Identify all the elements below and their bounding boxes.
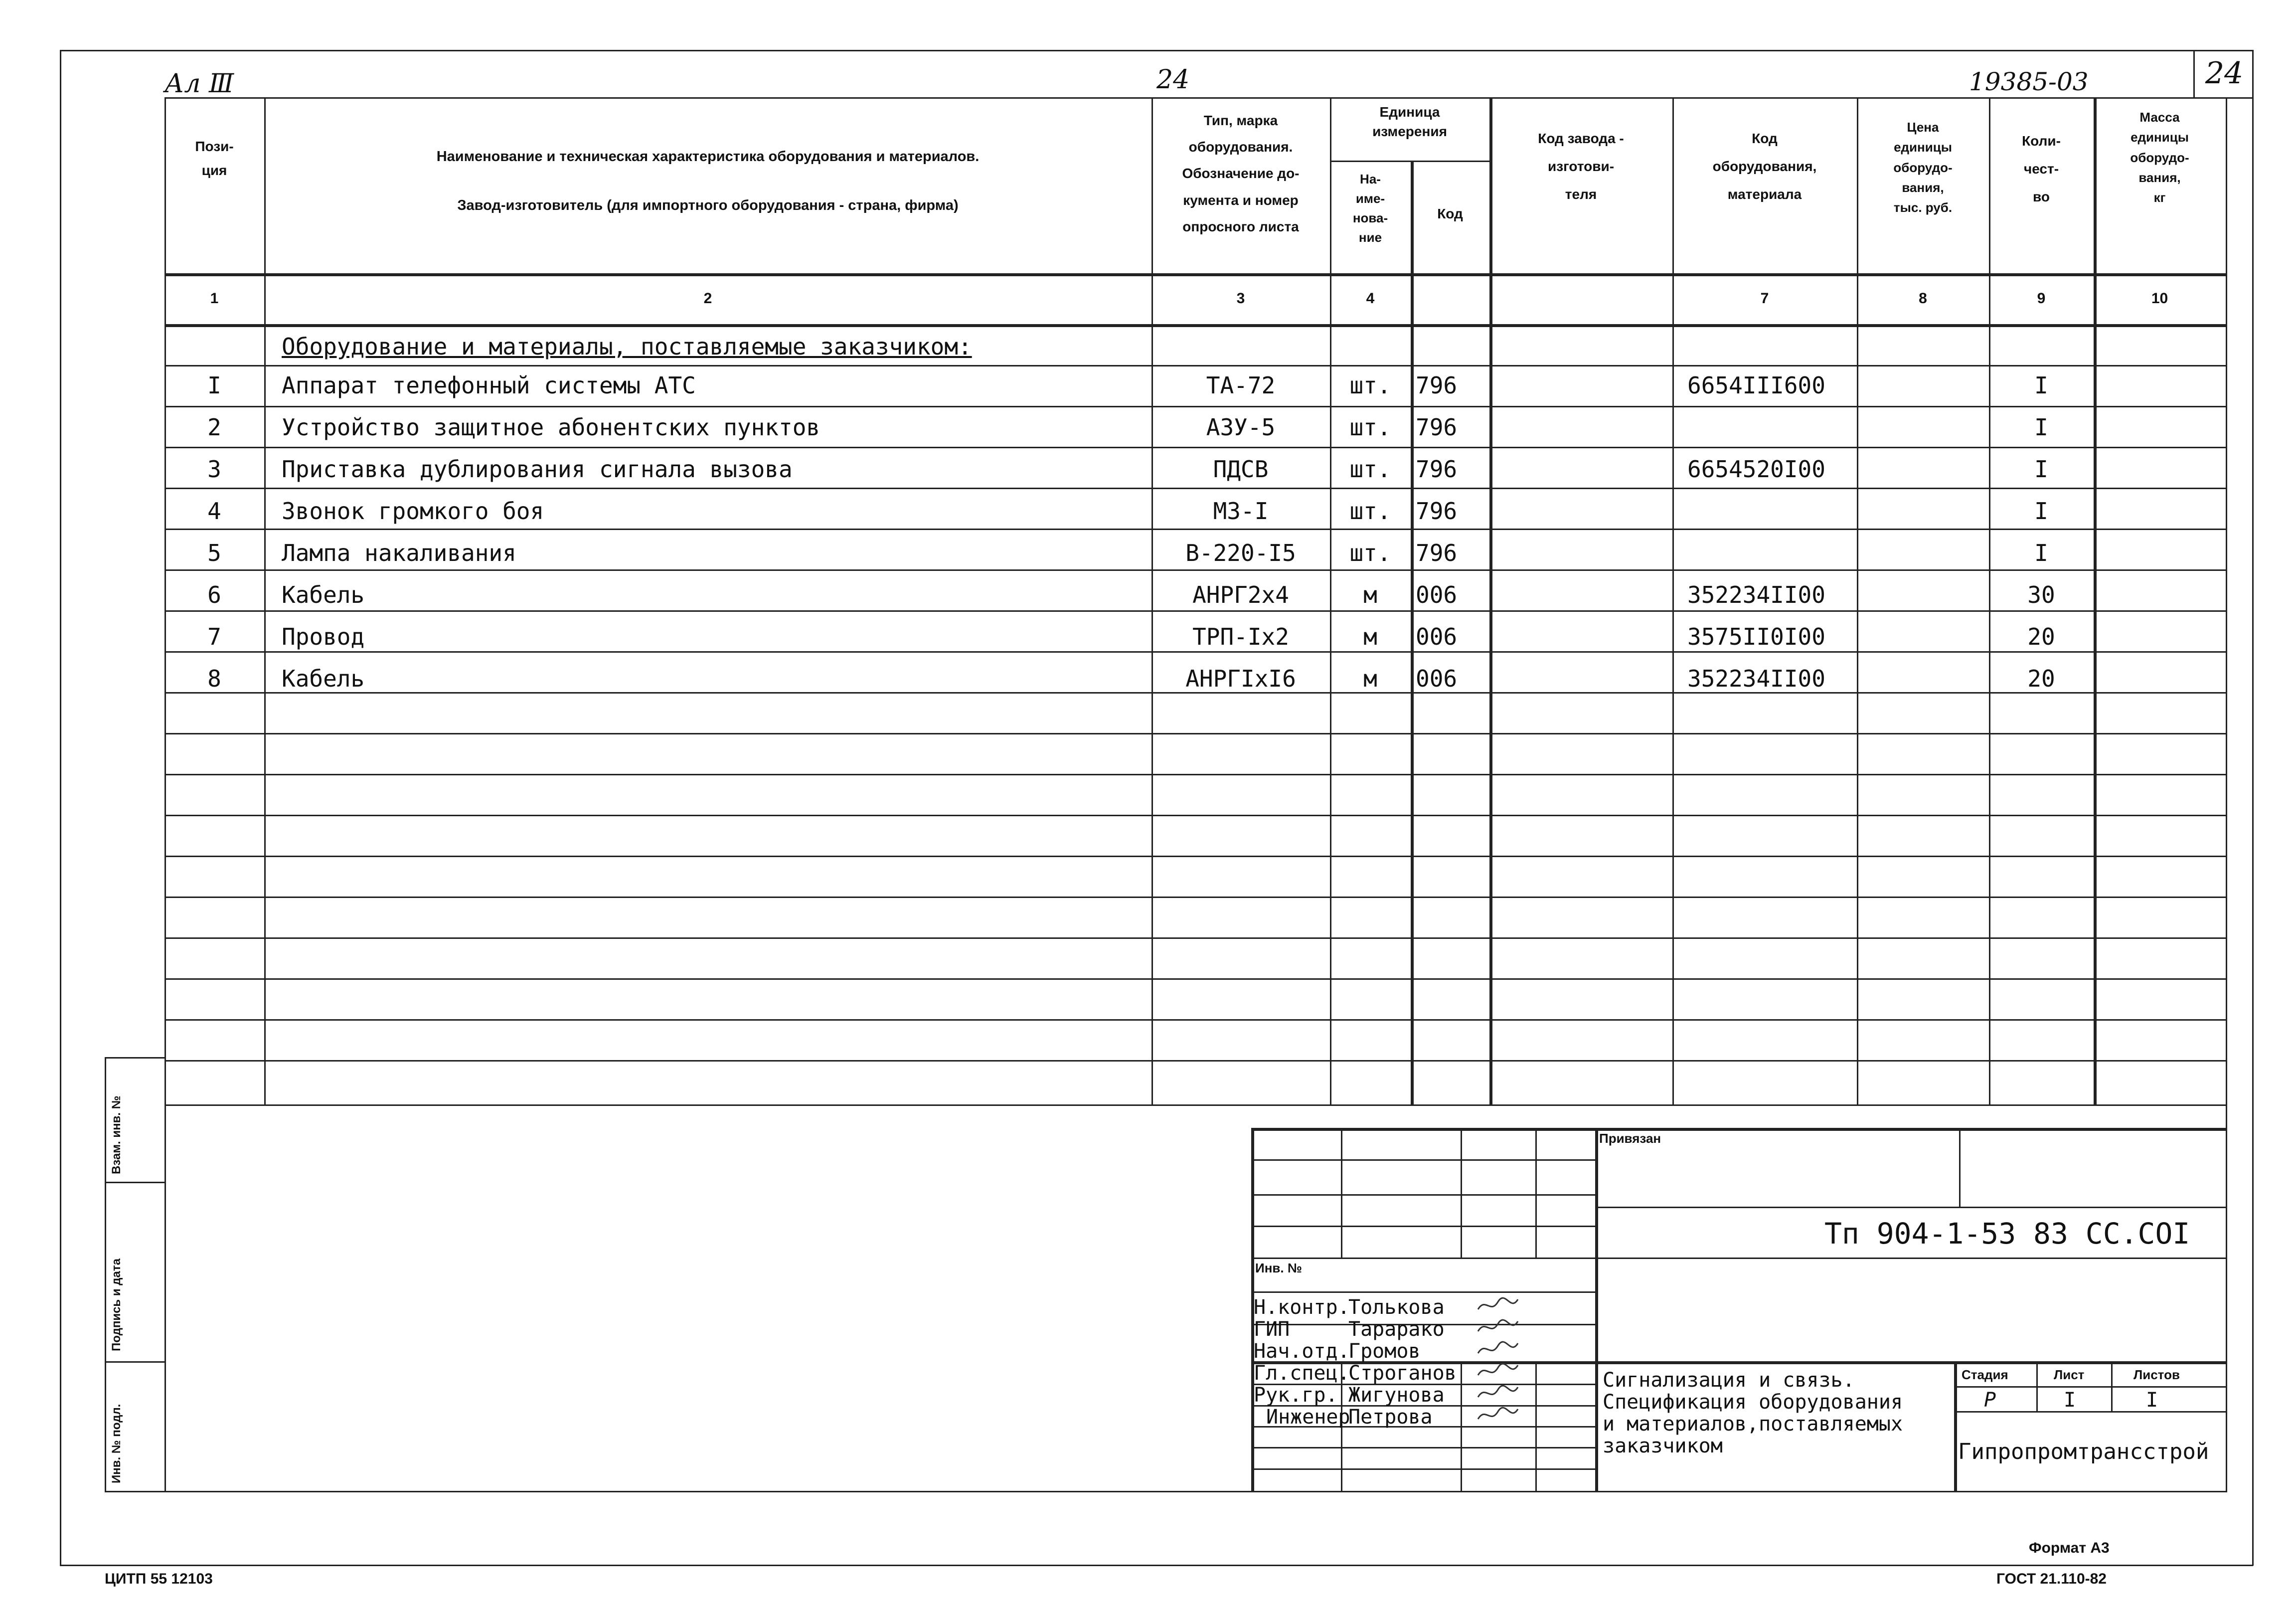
tb-person-role: Нач.отд. — [1254, 1340, 1350, 1363]
tb-person-role: ГИП — [1254, 1318, 1290, 1341]
row-quantity: I — [2034, 498, 2048, 525]
inner-frame-right — [2226, 97, 2227, 1491]
tb-person-role: Гл.спец. — [1254, 1362, 1350, 1385]
tb-v3a — [1535, 1128, 1537, 1258]
top-left-mark: Ал Ⅲ — [164, 69, 234, 99]
row-type: АЗУ-5 — [1206, 414, 1276, 441]
row-type: АНРГ2х4 — [1192, 581, 1289, 608]
col-line-6 — [1672, 97, 1674, 1104]
col-line-5 — [1489, 97, 1492, 1104]
tb-person-name: Жигунова — [1348, 1384, 1445, 1407]
side-divider-0 — [105, 1057, 164, 1059]
row-name: Устройство защитное абонентских пунктов — [282, 414, 820, 441]
row-line — [164, 1019, 2226, 1021]
side-label-signature-date: Подпись и дата — [110, 1259, 123, 1351]
colnum-3: 3 — [1236, 290, 1245, 307]
header-unit: Единица измерения — [1372, 104, 1447, 140]
tb-desc-2: Спецификация оборудования — [1603, 1391, 1903, 1414]
row-unit: шт. — [1349, 372, 1391, 399]
tb-sheet: I — [2064, 1389, 2076, 1412]
row-position: I — [207, 372, 221, 399]
tb-v3b — [1535, 1361, 1537, 1491]
tb-line-e — [1251, 1291, 1595, 1293]
tb-v2a — [1461, 1128, 1462, 1258]
row-quantity: I — [2034, 372, 2048, 399]
row-line — [164, 610, 2226, 612]
row-quantity: 30 — [2027, 581, 2055, 608]
tb-v4 — [1595, 1128, 1598, 1491]
signature-mark — [1476, 1316, 1520, 1338]
row-equipment-code: 352234II00 — [1687, 665, 1825, 692]
tb-line-c — [1251, 1226, 1595, 1227]
col-line-1 — [264, 97, 266, 1104]
col-line-9 — [2094, 97, 2097, 1104]
row-unit-code: 006 — [1416, 581, 1458, 608]
tb-stage-line-1 — [1954, 1386, 2226, 1388]
header-mass: Масса единицы оборудо- вания, кг — [2130, 110, 2189, 205]
row-unit-code: 796 — [1416, 372, 1458, 399]
table-top-border — [164, 97, 2226, 99]
row-position: 7 — [207, 623, 221, 650]
tb-sheet-label: Лист — [2054, 1367, 2085, 1382]
tb-v5 — [1959, 1128, 1961, 1207]
frame-top — [60, 50, 2253, 51]
top-page-number: 24 — [1156, 65, 1190, 95]
colnum-10: 10 — [2151, 290, 2168, 307]
row-type: МЗ-I — [1213, 498, 1269, 525]
row-quantity: I — [2034, 540, 2048, 566]
row-quantity: I — [2034, 414, 2048, 441]
tb-person-role: Рук.гр. — [1254, 1384, 1338, 1407]
row-unit-code: 796 — [1416, 456, 1458, 483]
colnum-bottom-line — [164, 324, 2226, 327]
side-strip-left — [105, 1057, 106, 1491]
row-name: Кабель — [282, 581, 365, 608]
tb-person-role: Инженер — [1266, 1406, 1350, 1429]
row-type: ТА-72 — [1206, 372, 1276, 399]
footer-format: Формат А3 — [2029, 1540, 2110, 1556]
tb-inv-no: Инв. № — [1255, 1260, 1302, 1275]
tb-line-a — [1251, 1159, 1595, 1161]
row-position: 6 — [207, 581, 221, 608]
row-equipment-code: 6654III600 — [1687, 372, 1825, 399]
tb-sheets-label: Листов — [2133, 1367, 2180, 1382]
row-line — [164, 774, 2226, 775]
header-unit-code: Код — [1437, 206, 1463, 221]
header-bottom-line — [164, 273, 2226, 276]
frame-right — [2252, 50, 2254, 1566]
row-type: В-220-I5 — [1185, 540, 1296, 566]
tb-person-name: Петрова — [1348, 1406, 1433, 1429]
frame-bottom — [60, 1565, 2253, 1566]
tb-project-code: Тп 904-1-53 83 СС.СОI — [1824, 1217, 2190, 1251]
row-name: Звонок громкого боя — [282, 498, 544, 525]
header-name-line2: Завод-изготовитель (для импортного оборудования - страна, фирма) — [457, 197, 959, 213]
row-line — [164, 651, 2226, 653]
unit-subheader-line — [1330, 161, 1489, 162]
colnum-7: 7 — [1760, 290, 1769, 307]
row-line — [164, 815, 2226, 816]
side-divider-2 — [105, 1361, 164, 1363]
tb-person-name: Толькова — [1348, 1296, 1445, 1319]
tb-person-name: Громов — [1348, 1340, 1421, 1363]
row-line — [164, 365, 2226, 366]
tb-line-b — [1251, 1194, 1595, 1196]
header-name-line1: Наименование и техническая характеристика оборудования и материалов. — [436, 149, 980, 165]
row-position: 4 — [207, 498, 221, 525]
row-line — [164, 569, 2226, 571]
row-position: 2 — [207, 414, 221, 441]
row-unit: шт. — [1349, 540, 1391, 566]
tb-v1a — [1341, 1128, 1342, 1258]
colnum-2: 2 — [703, 290, 712, 307]
tb-line-l — [1251, 1468, 1595, 1470]
footer-gost: ГОСТ 21.110-82 — [1996, 1571, 2107, 1587]
signature-mark — [1476, 1382, 1520, 1404]
row-position: 5 — [207, 540, 221, 566]
row-quantity: I — [2034, 456, 2048, 483]
header-factory-code: Код завода - изготови- теля — [1538, 131, 1624, 202]
row-line — [164, 897, 2226, 898]
row-equipment-code: 6654520I00 — [1687, 456, 1825, 483]
colnum-9: 9 — [2037, 290, 2046, 307]
row-unit: шт. — [1349, 498, 1391, 525]
row-name: Приставка дублирования сигнала вызова — [282, 456, 793, 483]
tb-person-name: Тарарако — [1348, 1318, 1445, 1341]
header-position: Пози- ция — [195, 139, 234, 178]
row-unit-code: 796 — [1416, 498, 1458, 525]
tb-v6 — [1954, 1361, 1957, 1491]
tb-v8 — [2111, 1361, 2113, 1411]
colnum-1: 1 — [210, 290, 219, 307]
page-box: 24 — [2193, 50, 2254, 99]
tb-top-line — [1251, 1128, 2226, 1131]
row-line — [164, 529, 2226, 530]
tb-line-d — [1251, 1258, 2226, 1259]
signature-mark — [1476, 1360, 1520, 1382]
colnum-8: 8 — [1919, 290, 1927, 307]
side-divider-1 — [105, 1182, 164, 1183]
row-name: Провод — [282, 623, 365, 650]
row-quantity: 20 — [2027, 623, 2055, 650]
row-unit-code: 006 — [1416, 665, 1458, 692]
frame-left — [60, 50, 61, 1566]
tb-v2b — [1461, 1361, 1462, 1491]
signature-mark — [1476, 1338, 1520, 1360]
tb-v7 — [2036, 1361, 2038, 1411]
row-line — [164, 937, 2226, 939]
row-name: Аппарат телефонный системы АТС — [282, 372, 696, 399]
tb-stage: Р — [1984, 1389, 1996, 1412]
row-line — [164, 488, 2226, 489]
row-equipment-code: 352234II00 — [1687, 581, 1825, 608]
table-bottom-line — [164, 1104, 2226, 1106]
row-position: 3 — [207, 456, 221, 483]
row-type: АНРГIхI6 — [1185, 665, 1296, 692]
tb-privyazan: Привязан — [1599, 1131, 1661, 1146]
row-name: Кабель — [282, 665, 365, 692]
row-equipment-code: 3575II0I00 — [1687, 623, 1825, 650]
row-line — [164, 733, 2226, 734]
row-type: ПДСВ — [1213, 456, 1269, 483]
tb-desc-4: заказчиком — [1603, 1435, 1723, 1457]
row-line — [164, 447, 2226, 448]
header-equipment-code: Код оборудования, материала — [1712, 131, 1817, 202]
side-label-inv-original: Инв. № подл. — [110, 1404, 123, 1483]
col-line-7 — [1857, 97, 1858, 1104]
footer-left-code: ЦИТП 55 12103 — [105, 1571, 213, 1587]
tb-desc-3: и материалов,поставляемых — [1603, 1413, 1903, 1436]
row-unit: м — [1363, 665, 1377, 692]
header-quantity: Коли- чест- во — [2022, 133, 2061, 204]
tb-stage-label: Стадия — [1962, 1367, 2008, 1382]
row-line — [164, 978, 2226, 980]
inner-frame-bottom — [105, 1491, 2227, 1492]
colnum-4: 4 — [1366, 290, 1375, 307]
row-position: 8 — [207, 665, 221, 692]
row-type: ТРП-Iх2 — [1192, 623, 1289, 650]
col-line-4 — [1411, 161, 1414, 1104]
tb-person-name: Строганов — [1348, 1362, 1457, 1385]
row-name: Лампа накаливания — [282, 540, 516, 566]
side-label-replace-inv: Взам. инв. № — [110, 1095, 123, 1174]
row-unit-code: 796 — [1416, 414, 1458, 441]
row-unit: шт. — [1349, 456, 1391, 483]
row-line — [164, 856, 2226, 857]
header-type: Тип, марка оборудования. Обозначение до- кумента и номер опросного листа — [1182, 113, 1300, 234]
row-unit: шт. — [1349, 414, 1391, 441]
row-line — [164, 406, 2226, 407]
tb-line-k — [1251, 1447, 1595, 1448]
tb-organization: Гипропромтрансстрой — [1958, 1439, 2209, 1464]
signature-mark — [1476, 1294, 1520, 1316]
row-line — [164, 692, 2226, 694]
header-unit-name: На- име- нова- ние — [1352, 172, 1388, 245]
section-title: Оборудование и материалы, поставляемые заказчиком: — [282, 333, 972, 360]
header-price: Цена единицы оборудо- вания, тыс. руб. — [1893, 120, 1953, 215]
tb-project-line — [1595, 1207, 2226, 1208]
row-unit: м — [1363, 623, 1377, 650]
row-unit-code: 796 — [1416, 540, 1458, 566]
row-line — [164, 1060, 2226, 1062]
row-quantity: 20 — [2027, 665, 2055, 692]
tb-person-role: Н.контр. — [1254, 1296, 1350, 1319]
tb-desc-1: Сигнализация и связь. — [1603, 1369, 1855, 1392]
signature-mark — [1476, 1404, 1520, 1426]
document-number: 19385-03 — [1969, 67, 2089, 96]
row-unit-code: 006 — [1416, 623, 1458, 650]
tb-sheets: I — [2146, 1389, 2158, 1412]
row-unit: м — [1363, 581, 1377, 608]
